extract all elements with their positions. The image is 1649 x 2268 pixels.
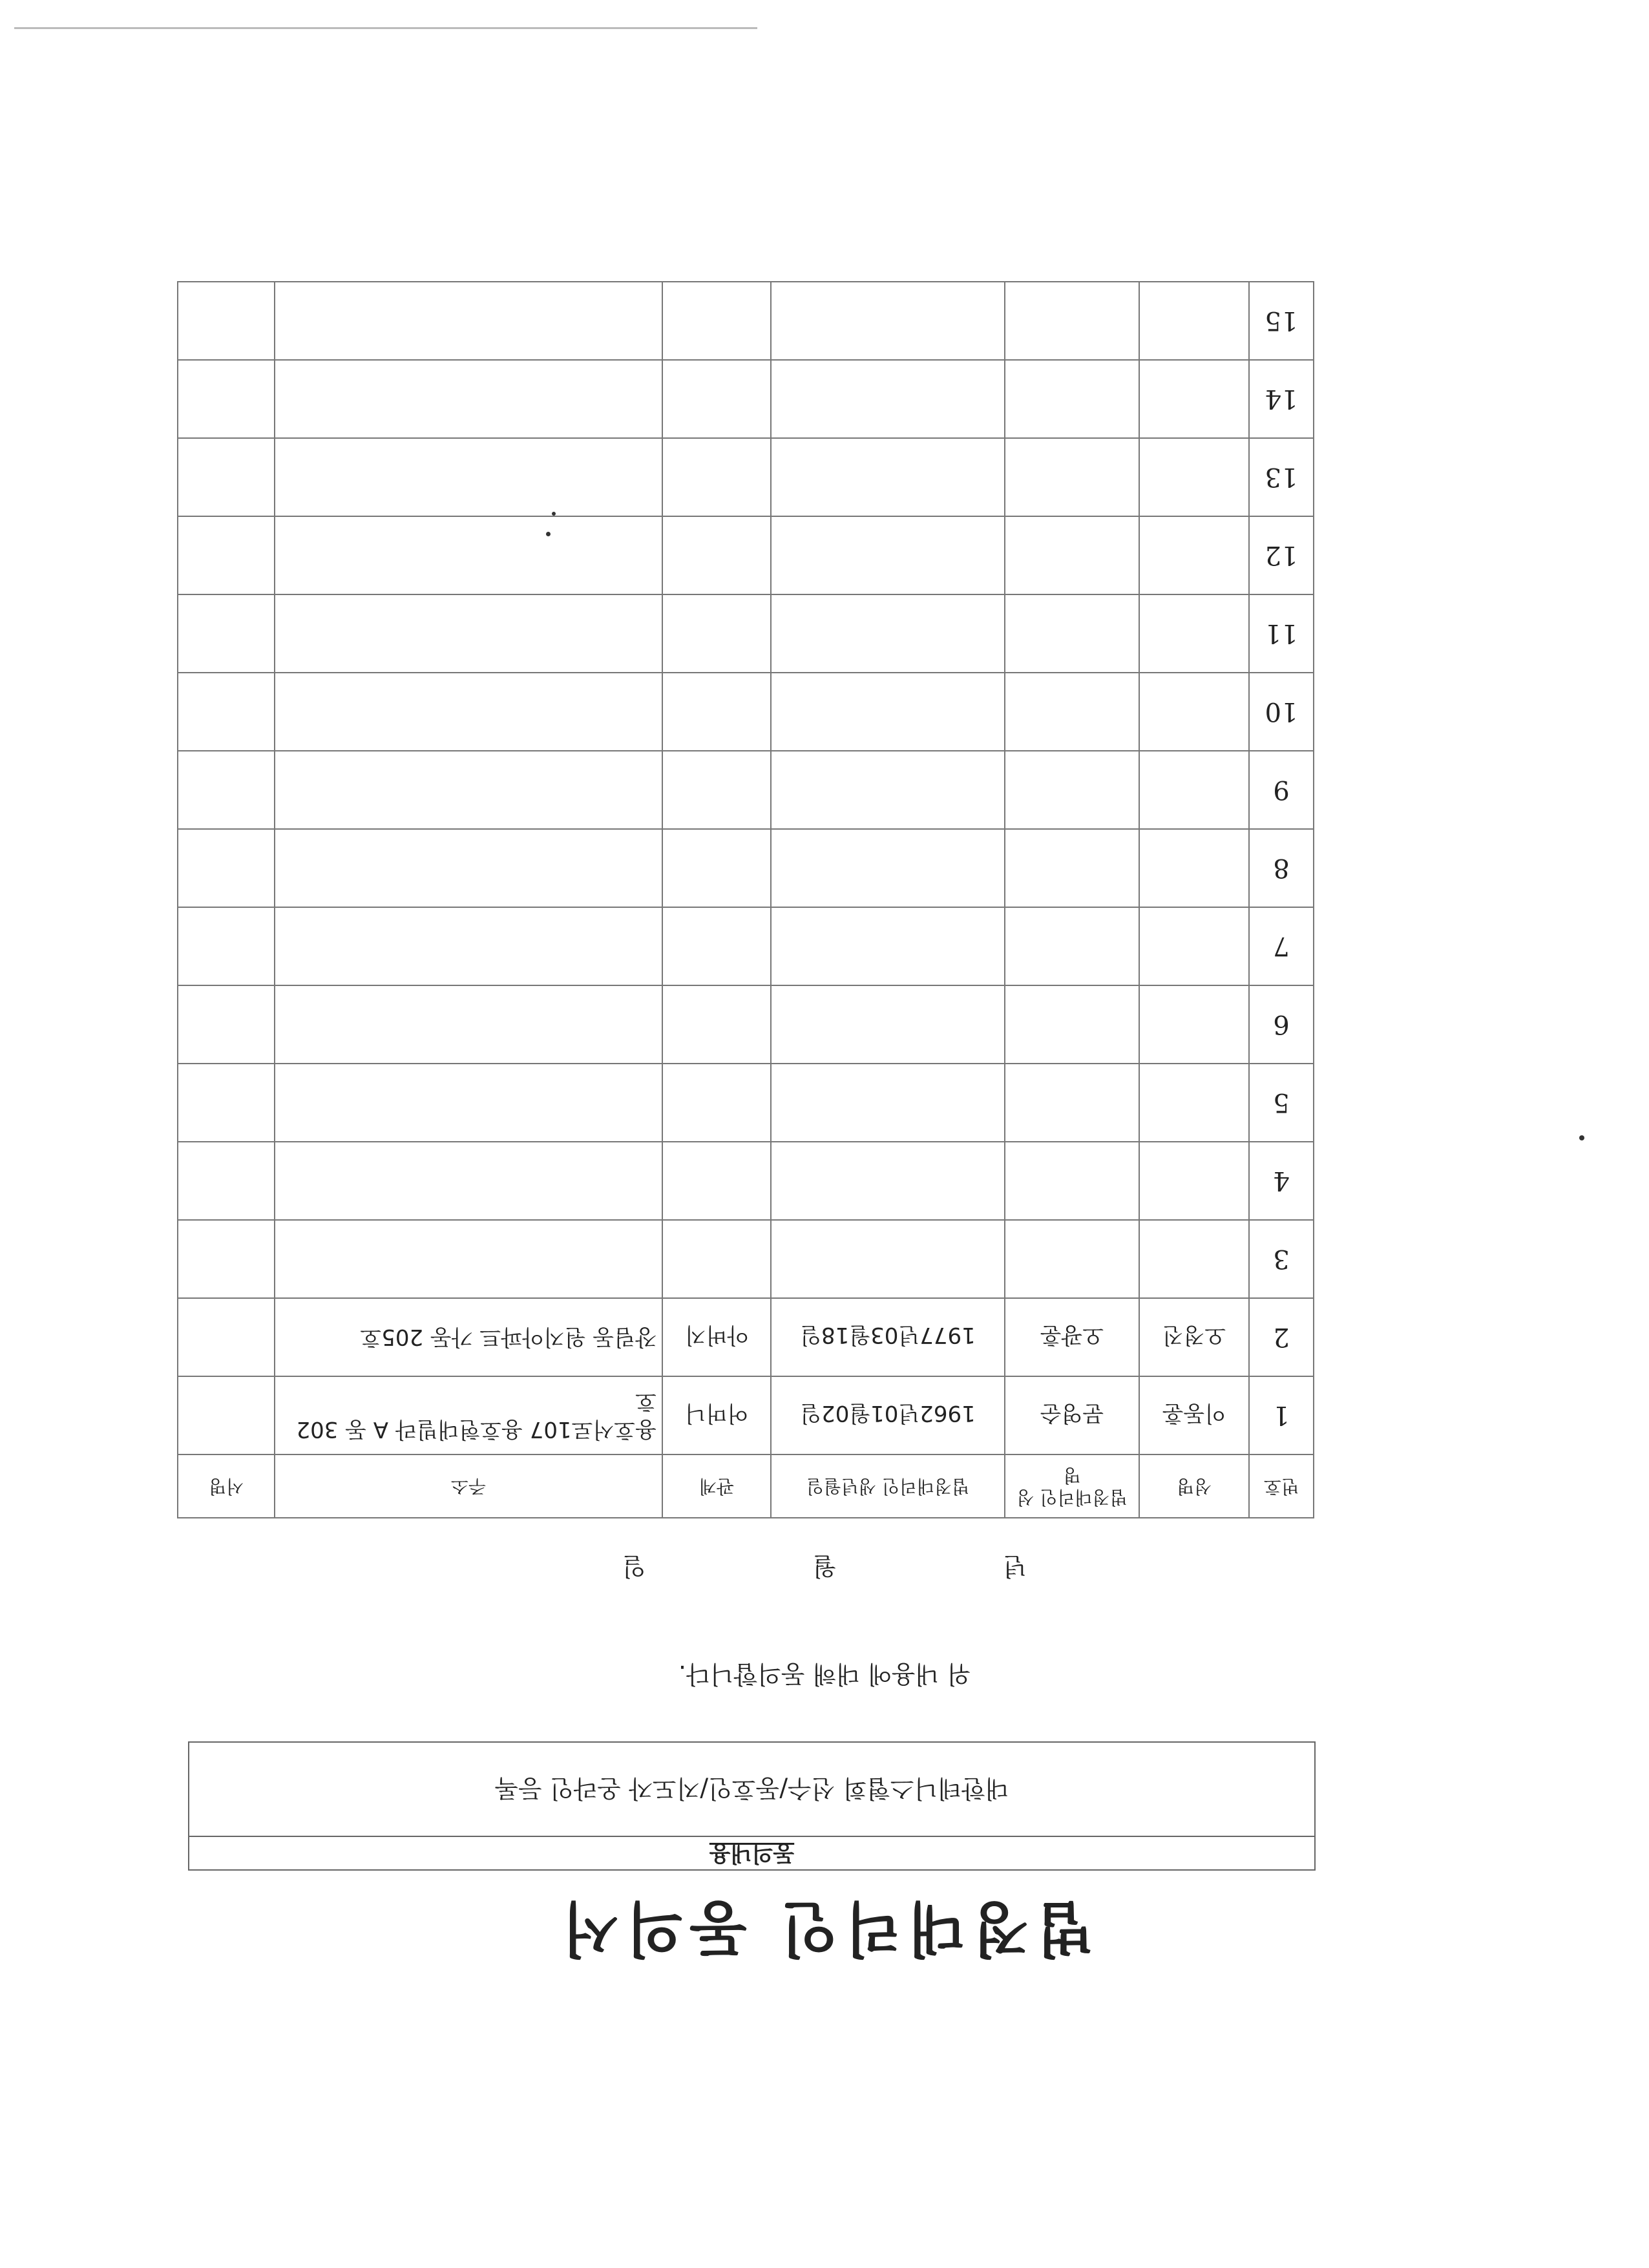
document-title: 법정대리인 동의서 xyxy=(555,1894,1094,1963)
cell-guardian-birth: 1977년03월18일 xyxy=(771,1298,1005,1376)
header-relation: 관계 xyxy=(662,1454,771,1518)
cell-address xyxy=(275,516,662,594)
date-month-label: 월 xyxy=(812,1552,837,1580)
table-header-row xyxy=(178,1454,1314,1518)
cell-address xyxy=(275,1142,662,1220)
cell-signature xyxy=(178,829,275,907)
cell-no: 10 xyxy=(1249,673,1314,751)
cell-address xyxy=(275,282,662,360)
cell-address xyxy=(275,1220,662,1298)
cell-address xyxy=(275,673,662,751)
cell-name xyxy=(1139,1220,1249,1298)
table-row xyxy=(178,594,1314,673)
cell-signature xyxy=(178,1064,275,1142)
cell-address xyxy=(275,1064,662,1142)
cell-guardian-name: 오광훈 xyxy=(1005,1298,1139,1376)
scan-edge-line xyxy=(14,27,757,29)
agreement-content: 대한테니스협회 선수/동호인/지도자 온라인 등록 xyxy=(494,1774,1009,1803)
table-row xyxy=(178,829,1314,907)
guardian-table xyxy=(177,281,1314,1518)
cell-guardian-birth xyxy=(771,594,1005,673)
cell-signature xyxy=(178,751,275,829)
cell-address xyxy=(275,829,662,907)
cell-relation xyxy=(662,594,771,673)
cell-signature xyxy=(178,438,275,516)
header-address: 주소 xyxy=(275,1454,662,1518)
cell-signature xyxy=(178,282,275,360)
table-row xyxy=(178,1064,1314,1142)
table-row xyxy=(178,516,1314,594)
table-row xyxy=(178,907,1314,985)
table-row xyxy=(178,1142,1314,1220)
cell-name xyxy=(1139,1142,1249,1220)
cell-signature xyxy=(178,1220,275,1298)
header-no: 번호 xyxy=(1249,1454,1314,1518)
cell-no: 2 xyxy=(1249,1298,1314,1376)
cell-signature xyxy=(178,1142,275,1220)
cell-address xyxy=(275,985,662,1064)
cell-no: 15 xyxy=(1249,282,1314,360)
cell-guardian-birth xyxy=(771,438,1005,516)
cell-signature xyxy=(178,594,275,673)
cell-guardian-birth xyxy=(771,1142,1005,1220)
cell-relation xyxy=(662,1142,771,1220)
cell-relation xyxy=(662,516,771,594)
cell-no: 3 xyxy=(1249,1220,1314,1298)
scan-speck xyxy=(1579,1135,1584,1140)
scan-speck xyxy=(552,512,556,516)
cell-guardian-name: 문영순 xyxy=(1005,1376,1139,1454)
cell-relation xyxy=(662,985,771,1064)
cell-no: 4 xyxy=(1249,1142,1314,1220)
cell-guardian-birth xyxy=(771,751,1005,829)
agreement-heading: 동의내용 xyxy=(189,1836,1314,1869)
table-row xyxy=(178,282,1314,360)
cell-guardian-name xyxy=(1005,360,1139,438)
table-row xyxy=(178,1298,1314,1376)
header-guardian-name: 법정대리인 성명 xyxy=(1005,1454,1139,1518)
table-row xyxy=(178,673,1314,751)
cell-name xyxy=(1139,985,1249,1064)
cell-no: 8 xyxy=(1249,829,1314,907)
cell-signature xyxy=(178,673,275,751)
cell-guardian-name xyxy=(1005,829,1139,907)
cell-address xyxy=(275,907,662,985)
cell-guardian-name xyxy=(1005,985,1139,1064)
cell-address xyxy=(275,751,662,829)
header-name: 성명 xyxy=(1139,1454,1249,1518)
cell-guardian-birth xyxy=(771,360,1005,438)
cell-name xyxy=(1139,360,1249,438)
cell-guardian-name xyxy=(1005,1142,1139,1220)
cell-name xyxy=(1139,516,1249,594)
cell-relation xyxy=(662,438,771,516)
cell-address xyxy=(275,360,662,438)
table-row xyxy=(178,1220,1314,1298)
scan-speck xyxy=(546,532,551,536)
table-row xyxy=(178,985,1314,1064)
cell-guardian-birth xyxy=(771,673,1005,751)
cell-no: 9 xyxy=(1249,751,1314,829)
cell-guardian-name xyxy=(1005,438,1139,516)
date-line xyxy=(0,1551,1649,1586)
cell-relation xyxy=(662,673,771,751)
cell-name xyxy=(1139,594,1249,673)
cell-relation: 어머니 xyxy=(662,1376,771,1454)
cell-relation xyxy=(662,282,771,360)
cell-name xyxy=(1139,673,1249,751)
cell-name: 오정진 xyxy=(1139,1298,1249,1376)
cell-relation: 아버지 xyxy=(662,1298,771,1376)
table-row xyxy=(178,438,1314,516)
cell-address: 용호서로107 용호현대빌라 A 동 302호 xyxy=(275,1376,662,1454)
date-day-label: 일 xyxy=(622,1552,646,1580)
cell-guardian-name xyxy=(1005,751,1139,829)
cell-no: 11 xyxy=(1249,594,1314,673)
cell-guardian-name xyxy=(1005,1064,1139,1142)
cell-relation xyxy=(662,360,771,438)
cell-address xyxy=(275,438,662,516)
cell-no: 14 xyxy=(1249,360,1314,438)
cell-signature xyxy=(178,516,275,594)
cell-signature xyxy=(178,907,275,985)
cell-guardian-birth xyxy=(771,829,1005,907)
cell-relation xyxy=(662,751,771,829)
cell-guardian-birth: 1962년01월02일 xyxy=(771,1376,1005,1454)
agreement-box xyxy=(188,1741,1316,1871)
cell-guardian-birth xyxy=(771,1064,1005,1142)
cell-signature xyxy=(178,1298,275,1376)
cell-signature xyxy=(178,985,275,1064)
cell-name xyxy=(1139,751,1249,829)
cell-guardian-name xyxy=(1005,516,1139,594)
cell-no: 1 xyxy=(1249,1376,1314,1454)
cell-guardian-birth xyxy=(771,985,1005,1064)
cell-name xyxy=(1139,907,1249,985)
cell-relation xyxy=(662,1220,771,1298)
cell-guardian-birth xyxy=(771,516,1005,594)
cell-address xyxy=(275,594,662,673)
cell-guardian-birth xyxy=(771,1220,1005,1298)
cell-address: 장림동 원지아파트 가동 205호 xyxy=(275,1298,662,1376)
table-row xyxy=(178,751,1314,829)
cell-signature xyxy=(178,1376,275,1454)
cell-signature xyxy=(178,360,275,438)
cell-guardian-name xyxy=(1005,282,1139,360)
cell-no: 6 xyxy=(1249,985,1314,1064)
table-body xyxy=(178,282,1314,1454)
cell-no: 13 xyxy=(1249,438,1314,516)
cell-name: 이동훈 xyxy=(1139,1376,1249,1454)
table-row xyxy=(178,360,1314,438)
cell-name xyxy=(1139,282,1249,360)
cell-relation xyxy=(662,829,771,907)
cell-guardian-name xyxy=(1005,594,1139,673)
cell-no: 7 xyxy=(1249,907,1314,985)
cell-no: 5 xyxy=(1249,1064,1314,1142)
date-year-label: 년 xyxy=(1003,1552,1027,1580)
cell-no: 12 xyxy=(1249,516,1314,594)
cell-relation xyxy=(662,907,771,985)
agreement-sentence: 위 내용에 대해 동의합니다. xyxy=(678,1660,971,1688)
table-row xyxy=(178,1376,1314,1454)
cell-guardian-birth xyxy=(771,282,1005,360)
cell-name xyxy=(1139,1064,1249,1142)
header-guardian-birth: 법정대리인 생년월일 xyxy=(771,1454,1005,1518)
cell-relation xyxy=(662,1064,771,1142)
cell-guardian-birth xyxy=(771,907,1005,985)
cell-guardian-name xyxy=(1005,1220,1139,1298)
cell-name xyxy=(1139,829,1249,907)
cell-guardian-name xyxy=(1005,907,1139,985)
cell-name xyxy=(1139,438,1249,516)
header-signature: 서명 xyxy=(178,1454,275,1518)
cell-guardian-name xyxy=(1005,673,1139,751)
